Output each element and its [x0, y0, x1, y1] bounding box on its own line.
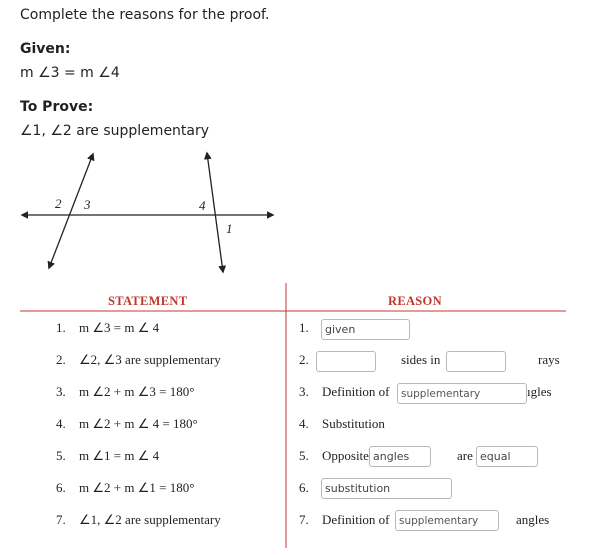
reason-6-input[interactable]: substitution: [321, 478, 452, 499]
reason-5-text-a: Opposite: [322, 448, 369, 463]
reason-2-text-b: rays: [538, 352, 560, 367]
statement-3: m ∠2 + m ∠3 = 180°: [79, 384, 195, 399]
figure-label-3: 3: [84, 197, 91, 212]
reason-num-1: 1.: [299, 320, 309, 335]
figure-label-4: 4: [199, 198, 206, 213]
reason-1-input[interactable]: given: [321, 319, 410, 340]
figure-label-2: 2: [55, 196, 62, 211]
transversal-right: [207, 153, 223, 272]
reason-header: REASON: [388, 294, 442, 308]
statement-num-3: 3.: [56, 384, 66, 399]
reason-3-select[interactable]: supplementary: [397, 383, 527, 404]
statement-7: ∠1, ∠2 are supplementary: [79, 512, 221, 527]
reason-num-6: 6.: [299, 480, 309, 495]
statement-num-4: 4.: [56, 416, 66, 431]
statement-5: m ∠1 = m ∠ 4: [79, 448, 160, 463]
reason-num-5: 5.: [299, 448, 309, 463]
statement-1: m ∠3 = m ∠ 4: [79, 320, 160, 335]
reason-7-text-b: angles: [516, 512, 550, 527]
reason-num-3: 3.: [299, 384, 309, 399]
statement-4: m ∠2 + m ∠ 4 = 180°: [79, 416, 198, 431]
reason-7-select[interactable]: supplementary: [395, 510, 499, 531]
reason-3-text-a: Definition of: [322, 384, 390, 399]
statement-num-2: 2.: [56, 352, 66, 367]
statement-2: ∠2, ∠3 are supplementary: [79, 352, 221, 367]
figure-label-1: 1: [226, 221, 233, 236]
statement-num-7: 7.: [56, 512, 66, 527]
prove-text: ∠1, ∠2 are supplementary: [20, 123, 210, 139]
prove-heading: To Prove:: [20, 99, 94, 115]
reason-num-7: 7.: [299, 512, 309, 527]
reason-5-text-b: are: [457, 448, 473, 463]
reason-4-text: Substitution: [322, 416, 385, 431]
reason-3-text-b: ıgles: [527, 384, 552, 399]
given-heading: Given:: [20, 41, 71, 57]
instructions: Complete the reasons for the proof.: [20, 7, 270, 23]
reason-2-text-a: sides in: [401, 352, 441, 367]
reason-7-text-a: Definition of: [322, 512, 390, 527]
reason-2-input-a[interactable]: [316, 351, 376, 372]
statement-num-6: 6.: [56, 480, 66, 495]
reason-5-input-a[interactable]: angles: [369, 446, 431, 467]
reason-5-input-b[interactable]: equal: [476, 446, 538, 467]
reason-num-2: 2.: [299, 352, 309, 367]
statement-num-5: 5.: [56, 448, 66, 463]
reason-num-4: 4.: [299, 416, 309, 431]
given-text: m ∠3 = m ∠4: [20, 65, 120, 81]
statement-header: STATEMENT: [108, 294, 188, 308]
reason-2-input-b[interactable]: [446, 351, 506, 372]
statement-num-1: 1.: [56, 320, 66, 335]
statement-6: m ∠2 + m ∠1 = 180°: [79, 480, 195, 495]
